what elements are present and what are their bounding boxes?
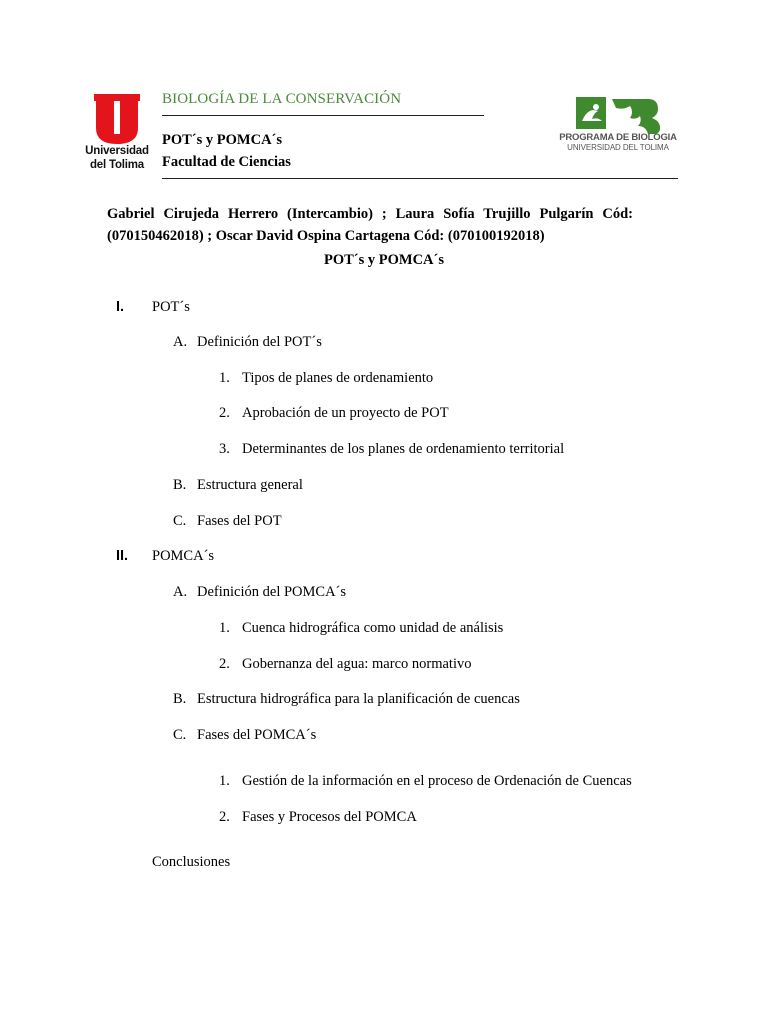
outline-section-label: POMCA´s: [152, 548, 215, 564]
program-logo-subtitle: UNIVERSIDAD DEL TOLIMA: [567, 143, 669, 152]
outline-item-number: 1.: [219, 773, 230, 789]
outline-item-label: Tipos de planes de ordenamiento: [242, 370, 434, 386]
outline-item-number: 2.: [219, 809, 230, 825]
university-name-line2: del Tolima: [89, 159, 145, 171]
outline-item-label: Cuenca hidrográfica como unidad de análisis: [242, 620, 504, 636]
header-divider-bottom: [162, 178, 678, 179]
authors-line: Gabriel Cirujeda Herrero (Intercambio) ; Laura Sofía Trujillo Pulgarín Cód: (070150462018) ; Oscar David Ospina Cartagena Cód: (070100192018): [107, 206, 633, 244]
outline-item-label: Fases y Procesos del POMCA: [242, 809, 417, 825]
outline-subsection-number: B.: [173, 477, 187, 493]
outline-subsection-number: B.: [173, 691, 187, 707]
outline-subsection-label: Definición del POT´s: [197, 334, 322, 350]
outline-section-number: I.: [116, 299, 125, 315]
university-logo: [84, 92, 150, 174]
outline-subsection-number: A.: [173, 584, 188, 600]
biology-program-logo: [558, 91, 678, 157]
outline-subsection-label: Fases del POMCA´s: [197, 727, 317, 743]
outline-subsection-number: C.: [173, 513, 187, 529]
outline-subsection-label: Estructura general: [197, 477, 303, 493]
outline-item-label: Aprobación de un proyecto de POT: [242, 405, 449, 421]
outline-section-label: POT´s: [152, 299, 190, 315]
outline-subsection-label: Definición del POMCA´s: [197, 584, 347, 600]
header-divider-top: [162, 115, 484, 116]
university-emblem-icon: [84, 92, 150, 144]
outline-conclusions: Conclusiones: [152, 854, 231, 870]
outline-item-number: 2.: [219, 405, 230, 421]
outline-item-label: Determinantes de los planes de ordenamiento territorial: [242, 441, 565, 457]
course-title: BIOLOGÍA DE LA CONSERVACIÓN: [162, 91, 402, 107]
outline-item-label: Gestión de la información en el proceso de Ordenación de Cuencas: [242, 773, 632, 789]
outline-subsection-number: A.: [173, 334, 188, 350]
outline-item-number: 2.: [219, 656, 230, 672]
outline-item-number: 1.: [219, 370, 230, 386]
outline-item-number: 1.: [219, 620, 230, 636]
document-title: POT´s y POMCA´s: [323, 252, 444, 268]
outline-item-label: Gobernanza del agua: marco normativo: [242, 656, 472, 672]
outline-subsection-label: Estructura hidrográfica para la planificación de cuencas: [197, 691, 520, 707]
outline-section-number: II.: [116, 548, 129, 564]
program-logo-name: PROGRAMA DE BIOLOGIA: [559, 132, 677, 143]
outline-item-number: 3.: [219, 441, 230, 457]
header-subject: POT´s y POMCA´s: [162, 132, 283, 148]
university-name-line1: Universidad: [85, 145, 149, 157]
header-faculty: Facultad de Ciencias: [162, 154, 291, 170]
outline-subsection-label: Fases del POT: [197, 513, 282, 529]
outline-subsection-number: C.: [173, 727, 187, 743]
